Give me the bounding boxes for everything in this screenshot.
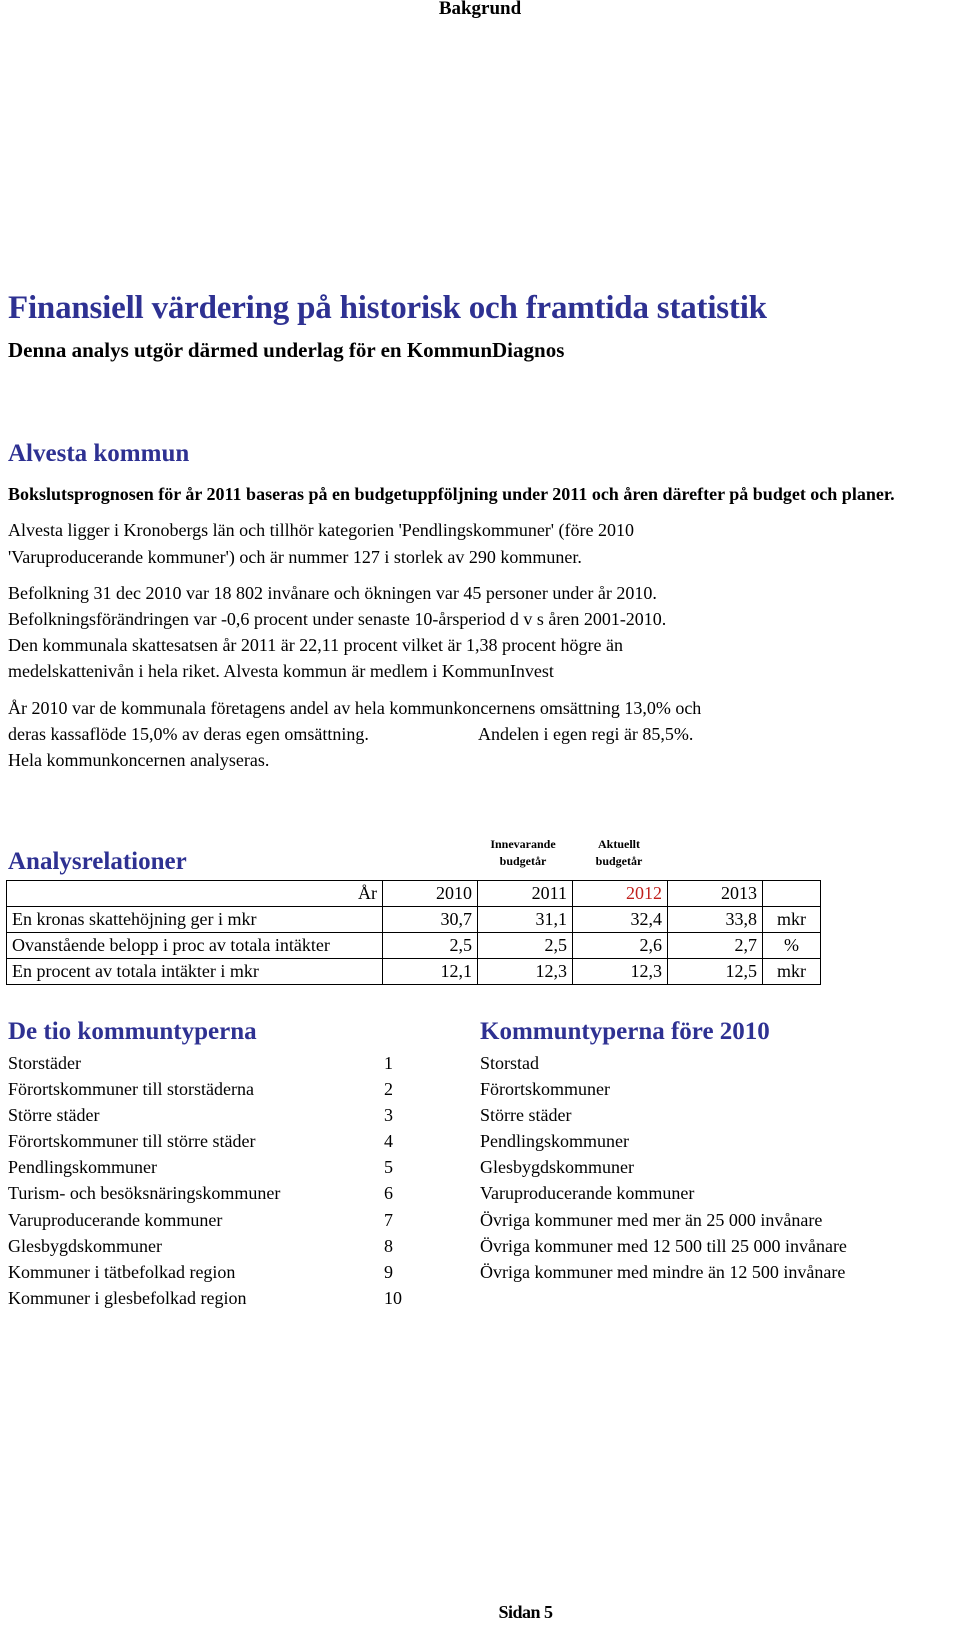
value-cell: 2,6 [573,933,668,959]
tio-item-num: 6 [384,1183,393,1203]
tio-item-name: Pendlingskommuner [8,1157,157,1177]
tio-item-name: Större städer [8,1105,100,1125]
tio-item-num: 2 [384,1079,393,1099]
analys-table [6,880,821,985]
value-cell: 31,1 [478,907,573,933]
tio-item-num: 9 [384,1262,393,1282]
tio-item-name: Varuproducerande kommuner [8,1210,223,1230]
fore2010-item: Glesbygdskommuner [480,1157,634,1177]
analys-title: Analysrelationer [8,848,187,875]
unit-cell: mkr [763,907,821,933]
value-cell: 12,3 [573,959,668,985]
col-header-innevarande [476,836,570,870]
table-header-row [7,881,821,907]
table-row [7,959,821,985]
kommun-line: 'Varuproducerande kommuner') och är nummer 127 i storlek av 290 kommuner. [8,547,582,567]
tio-item-num: 10 [384,1288,402,1308]
page-subtitle: Denna analys utgör därmed underlag för en KommunDiagnos [8,338,565,362]
kommun-line: Den kommunala skattesatsen år 2011 är 22,11 procent vilket är 1,38 procent högre än [8,635,623,655]
row-label: En kronas skattehöjning ger i mkr [7,907,383,933]
fore2010-item: Övriga kommuner med 12 500 till 25 000 invånare [480,1236,847,1256]
page-footer: Sidan 5 [498,1602,553,1622]
value-cell: 30,7 [383,907,478,933]
table-row [7,907,821,933]
year-cell: 2013 [668,881,763,907]
fore2010-item: Förortskommuner [480,1079,610,1099]
tio-item-name: Storstäder [8,1053,81,1073]
col-header-aktuellt [572,836,666,870]
year-cell: 2010 [383,881,478,907]
row-label: Ovanstående belopp i proc av totala intäkter [7,933,383,959]
tio-item-num: 1 [384,1053,393,1073]
tio-item-name: Förortskommuner till storstäderna [8,1079,254,1099]
tio-item-name: Kommuner i tätbefolkad region [8,1262,236,1282]
kommun-line: Andelen i egen regi är 85,5%. [478,724,694,744]
kommun-intro: Bokslutsprognosen för år 2011 baseras på en budgetuppföljning under 2011 och åren därefter på budget och planer. [8,484,895,504]
tio-item-name: Turism- och besöksnäringskommuner [8,1183,281,1203]
row-label: En procent av totala intäkter i mkr [7,959,383,985]
fore2010-item: Pendlingskommuner [480,1131,629,1151]
col-header-line: budgetår [595,854,643,868]
tio-title: De tio kommuntyperna [8,1018,257,1045]
fore2010-item: Större städer [480,1105,572,1125]
unit-cell: mkr [763,959,821,985]
kommun-line: Alvesta ligger i Kronobergs län och tillhör kategorien 'Pendlingskommuner' (före 2010 [8,520,635,540]
col-header-line: Innevarande [490,837,556,851]
unit-cell [763,881,821,907]
year-cell: 2011 [478,881,573,907]
unit-cell: % [763,933,821,959]
value-cell: 2,7 [668,933,763,959]
value-cell: 32,4 [573,907,668,933]
kommun-line: Befolkning 31 dec 2010 var 18 802 invånare och ökningen var 45 personer under år 2010. [8,583,657,603]
tio-item-num: 8 [384,1236,393,1256]
page-header: Bakgrund [438,0,522,19]
kommun-line: deras kassaflöde 15,0% av deras egen omsättning. [8,724,369,744]
col-header-line: Aktuellt [598,837,640,851]
value-cell: 2,5 [383,933,478,959]
tio-item-num: 5 [384,1157,393,1177]
value-cell: 2,5 [478,933,573,959]
tio-item-num: 3 [384,1105,393,1125]
tio-item-name: Förortskommuner till större städer [8,1131,256,1151]
fore2010-item: Storstad [480,1053,540,1073]
page-title: Finansiell värdering på historisk och framtida statistik [8,290,767,326]
value-cell: 12,1 [383,959,478,985]
year-cell-current: 2012 [573,881,668,907]
kommun-line: medelskattenivån i hela riket. Alvesta kommun är medlem i KommunInvest [8,661,554,681]
tio-item-name: Glesbygdskommuner [8,1236,162,1256]
fore2010-item: Varuproducerande kommuner [480,1183,695,1203]
kommun-line: Hela kommunkoncernen analyseras. [8,750,270,770]
col-header-line: budgetår [499,854,547,868]
tio-item-name: Kommuner i glesbefolkad region [8,1288,247,1308]
year-label: År [7,881,383,907]
fore2010-item: Övriga kommuner med mindre än 12 500 invånare [480,1262,846,1282]
fore2010-item: Övriga kommuner med mer än 25 000 invånare [480,1210,823,1230]
value-cell: 12,5 [668,959,763,985]
kommun-title: Alvesta kommun [8,440,190,467]
kommun-line: Befolkningsförändringen var -0,6 procent under senaste 10-årsperiod d v s åren 2001-2010. [8,609,667,629]
value-cell: 33,8 [668,907,763,933]
fore2010-title: Kommuntyperna före 2010 [480,1018,770,1045]
value-cell: 12,3 [478,959,573,985]
tio-item-num: 4 [384,1131,393,1151]
kommun-line: År 2010 var de kommunala företagens andel av hela kommunkoncernens omsättning 13,0% och [8,698,702,718]
tio-item-num: 7 [384,1210,393,1230]
table-row [7,933,821,959]
